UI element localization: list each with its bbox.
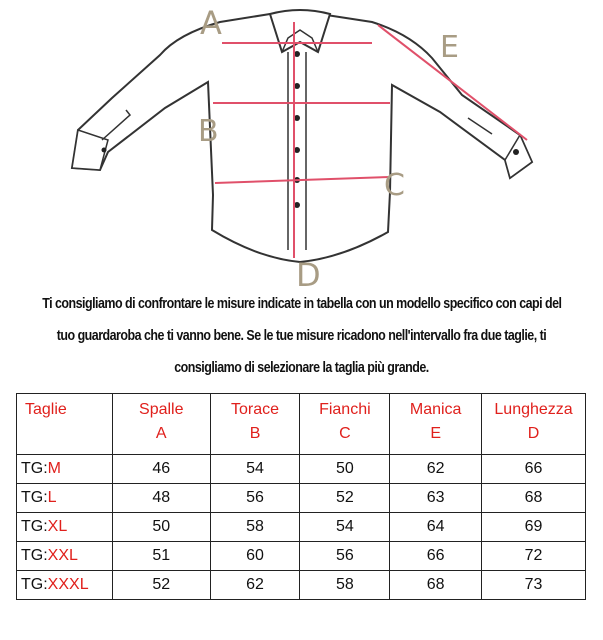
torace-cell: 58	[210, 513, 300, 542]
fianchi-cell: 50	[300, 455, 390, 484]
shirt-diagram	[0, 0, 603, 294]
lunghezza-cell: 72	[482, 542, 586, 571]
header-torace: Torace B	[210, 394, 300, 455]
size-cell: TG:XXL	[17, 542, 113, 571]
manica-cell: 64	[390, 513, 482, 542]
lunghezza-cell: 68	[482, 484, 586, 513]
size-cell: TG:XXXL	[17, 571, 113, 600]
sizing-advice	[42, 288, 561, 384]
fianchi-cell: 52	[300, 484, 390, 513]
size-cell: TG:M	[17, 455, 113, 484]
manica-cell: 66	[390, 542, 482, 571]
label-e: E	[440, 30, 459, 65]
torace-cell: 60	[210, 542, 300, 571]
label-b: B	[198, 114, 219, 149]
size-cell: TG:XL	[17, 513, 113, 542]
fianchi-cell: 58	[300, 571, 390, 600]
header-manica: Manica E	[390, 394, 482, 455]
spalle-cell: 52	[112, 571, 210, 600]
table-row	[17, 542, 586, 571]
header-spalle: Spalle A	[112, 394, 210, 455]
header-fianchi: Fianchi C	[300, 394, 390, 455]
label-d: D	[296, 256, 321, 294]
fianchi-cell: 54	[300, 513, 390, 542]
spalle-cell: 46	[112, 455, 210, 484]
label-a: A	[200, 4, 222, 42]
spalle-cell: 50	[112, 513, 210, 542]
sizing-advice-line: tuo guardaroba che ti vanno bene. Se le tue misure ricadono nell'intervallo fra due taglie, ti	[56, 328, 547, 344]
spalle-cell: 51	[112, 542, 210, 571]
sizing-advice-line: Ti consigliamo di confrontare le misure indicate in tabella con un modello specifico con capi del	[42, 296, 562, 312]
size-table-header	[17, 394, 586, 455]
sizing-advice-line: consigliamo di selezionare la taglia più grande.	[174, 360, 429, 376]
table-row	[17, 571, 586, 600]
shirt-body-outline	[72, 14, 532, 262]
header-lunghezza: Lunghezza D	[482, 394, 586, 455]
manica-cell: 63	[390, 484, 482, 513]
torace-cell: 62	[210, 571, 300, 600]
torace-cell: 54	[210, 455, 300, 484]
table-row	[17, 455, 586, 484]
fianchi-cell: 56	[300, 542, 390, 571]
table-row	[17, 513, 586, 542]
lunghezza-cell: 73	[482, 571, 586, 600]
manica-cell: 68	[390, 571, 482, 600]
spalle-cell: 48	[112, 484, 210, 513]
size-table	[16, 393, 586, 600]
header-taglie: Taglie	[17, 394, 113, 455]
table-row	[17, 484, 586, 513]
torace-cell: 56	[210, 484, 300, 513]
manica-cell: 62	[390, 455, 482, 484]
shirt-illustration	[0, 0, 603, 290]
lunghezza-cell: 69	[482, 513, 586, 542]
cuff-button-left	[102, 148, 107, 153]
cuff-button-right	[513, 149, 519, 155]
lunghezza-cell: 66	[482, 455, 586, 484]
label-c: C	[384, 168, 405, 203]
size-cell: TG:L	[17, 484, 113, 513]
